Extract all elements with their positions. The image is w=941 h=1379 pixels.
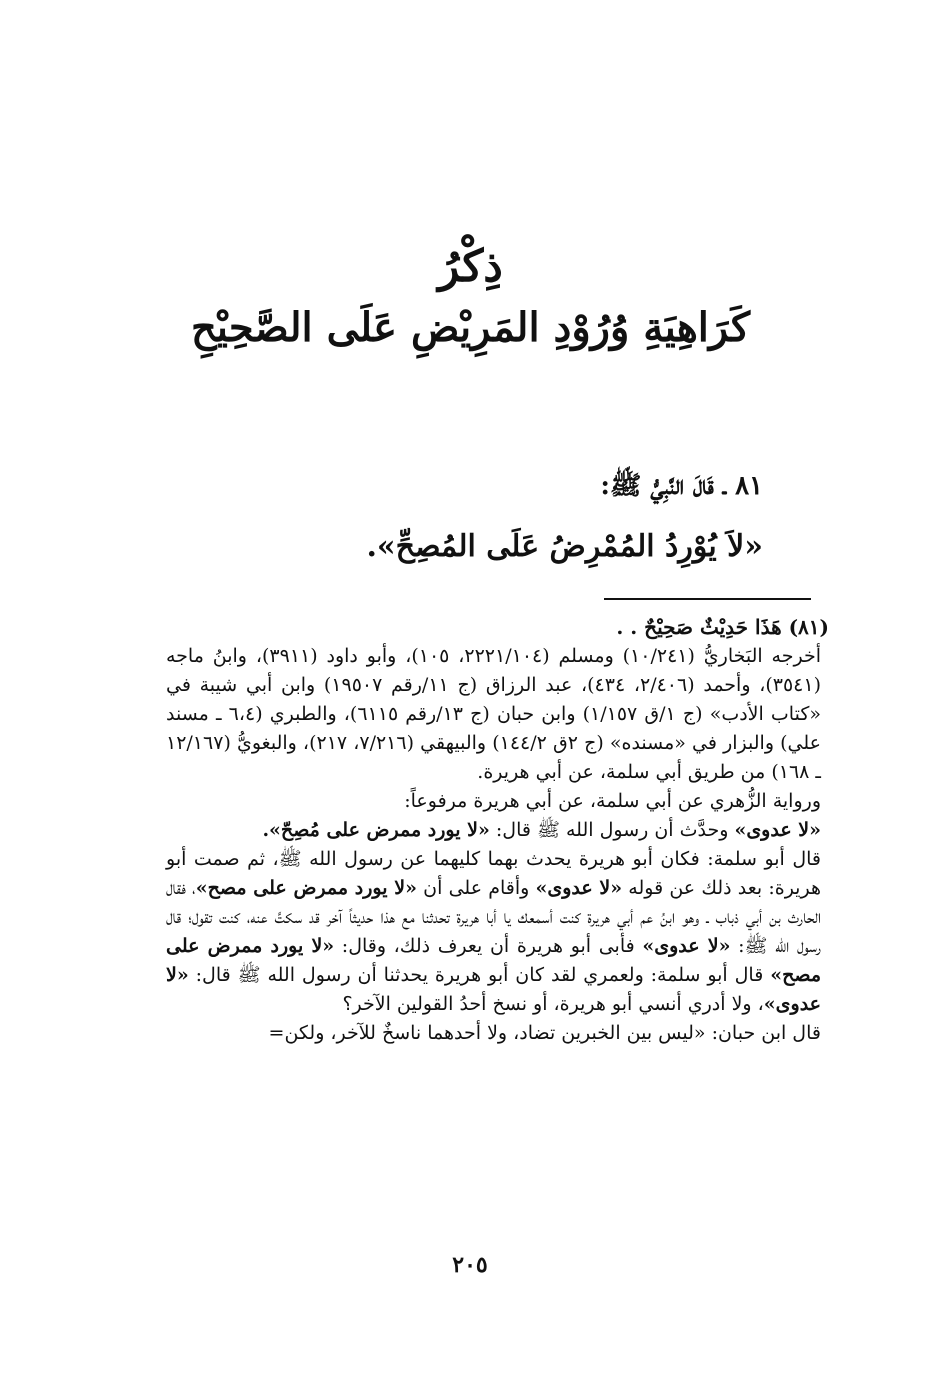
text-segment: قال أبو سلمة: ولعمري لقد كان أبو هريرة يحدثنا أن رسول الله ﷺ قال: bbox=[188, 964, 771, 986]
text-segment: قال أبو سلمة: فكان أبو هريرة يحدث بهما كليهما عن رسول الله ﷺ، ثم صمت أبو هريرة: بعد ذلك عن قوله bbox=[166, 848, 821, 899]
page-number: ٢٠٥ bbox=[452, 1252, 488, 1278]
quote-la-yurid: «لا يورد ممرض على مُصِحّ». bbox=[262, 819, 490, 841]
chapter-title bbox=[130, 238, 811, 360]
chapter-title-line2: كَرَاهِيَةِ وُرُوْدِ المَرِيْضِ عَلَى الصَّحِيْحِ bbox=[190, 304, 751, 351]
text-segment: وأقام على أن bbox=[417, 877, 536, 899]
footnotes bbox=[166, 613, 829, 1048]
footnote-ibn-hibban: قال ابن حبان: «ليس بين الخبرين تضاد، ولا أحدهما ناسخٌ للآخر، ولكن= bbox=[268, 1022, 821, 1044]
footnote-zuhri-text bbox=[166, 816, 821, 845]
chapter-title-line1: ذِكْرُ bbox=[438, 241, 503, 292]
footnote-divider bbox=[604, 598, 811, 600]
text-segment: فأبى أبو هريرة أن يعرف ذلك، وقال: bbox=[334, 935, 643, 957]
footnote-zuhri-intro: ورواية الزُّهري عن أبي سلمة، عن أبي هريرة مرفوعاً: bbox=[404, 790, 821, 812]
text-segment: ، فقال الحارث بن أبي ذباب ـ وهو ابنُ عم أبي هريرة كنت أسمعك يا أبا هريرة تحدثنا مع هذا حديثاً آخر قد سكتَّ عنه، كنت تقول؛ قال رسول الله ﷺ: bbox=[166, 877, 821, 957]
quote-la-adwa: «لا عدوى» bbox=[535, 877, 623, 899]
footnote-takhrij: أخرجه البَخاريُّ (١٠/٢٤١) ومسلم (٢٢٢١/١٠٤، ١٠٥)، وأبو داود (٣٩١١)، وابنُ ماجه (٣٥٤١)، وأحمد (٢/٤٠٦، ٤٣٤)، عبد الرزاق (ج ١١/رقم ١٩٥٠٧) وابن أبي شيبة في «كتاب الأدب» (ج ١/ق ١/١٥٧) وابن حبان (ج ١٣/رقم ٦١١٥)، والطبري (٦،٤ ـ مسند علي) والبزار في «مسنده» (ج ٢ق ١٤٤/٢) والبيهقي (٧/٢١٦، ٢١٧)، والبغويُّ (١٢/١٦٧ ـ ١٦٨) من طريق أبي سلمة، عن أبي هريرة. bbox=[166, 645, 821, 783]
hadith-block bbox=[130, 464, 763, 572]
footnote-heading: (٨١) هَذَا حَدِيْثٌ صَحِيْحٌ . . bbox=[616, 615, 829, 639]
quote-la-yurid: «لا يورد ممرض على مصح» bbox=[166, 935, 821, 986]
text-segment: وحدَّث أن رسول الله ﷺ قال: bbox=[489, 819, 735, 841]
footnote-abu-salama bbox=[166, 845, 821, 1019]
quote-la-yurid: «لا يورد ممرض على مصح» bbox=[195, 877, 417, 899]
quote-la-adwa: «لا عدوى» bbox=[166, 964, 821, 1015]
hadith-intro: ٨١ ـ قَالَ النَّبِيُّ ﷺ: bbox=[600, 471, 763, 501]
text-segment: ، ولا أدري أنسي أبو هريرة، أو نسخ أحدُ القولين الآخر؟ bbox=[342, 993, 764, 1015]
hadith-text: «لاَ يُوْرِدُ المُمْرِضُ عَلَى المُصِحِّ». bbox=[366, 529, 763, 564]
quote-la-adwa: «لا عدوى» bbox=[642, 935, 731, 957]
quote-la-adwa: «لا عدوى» bbox=[734, 819, 821, 841]
